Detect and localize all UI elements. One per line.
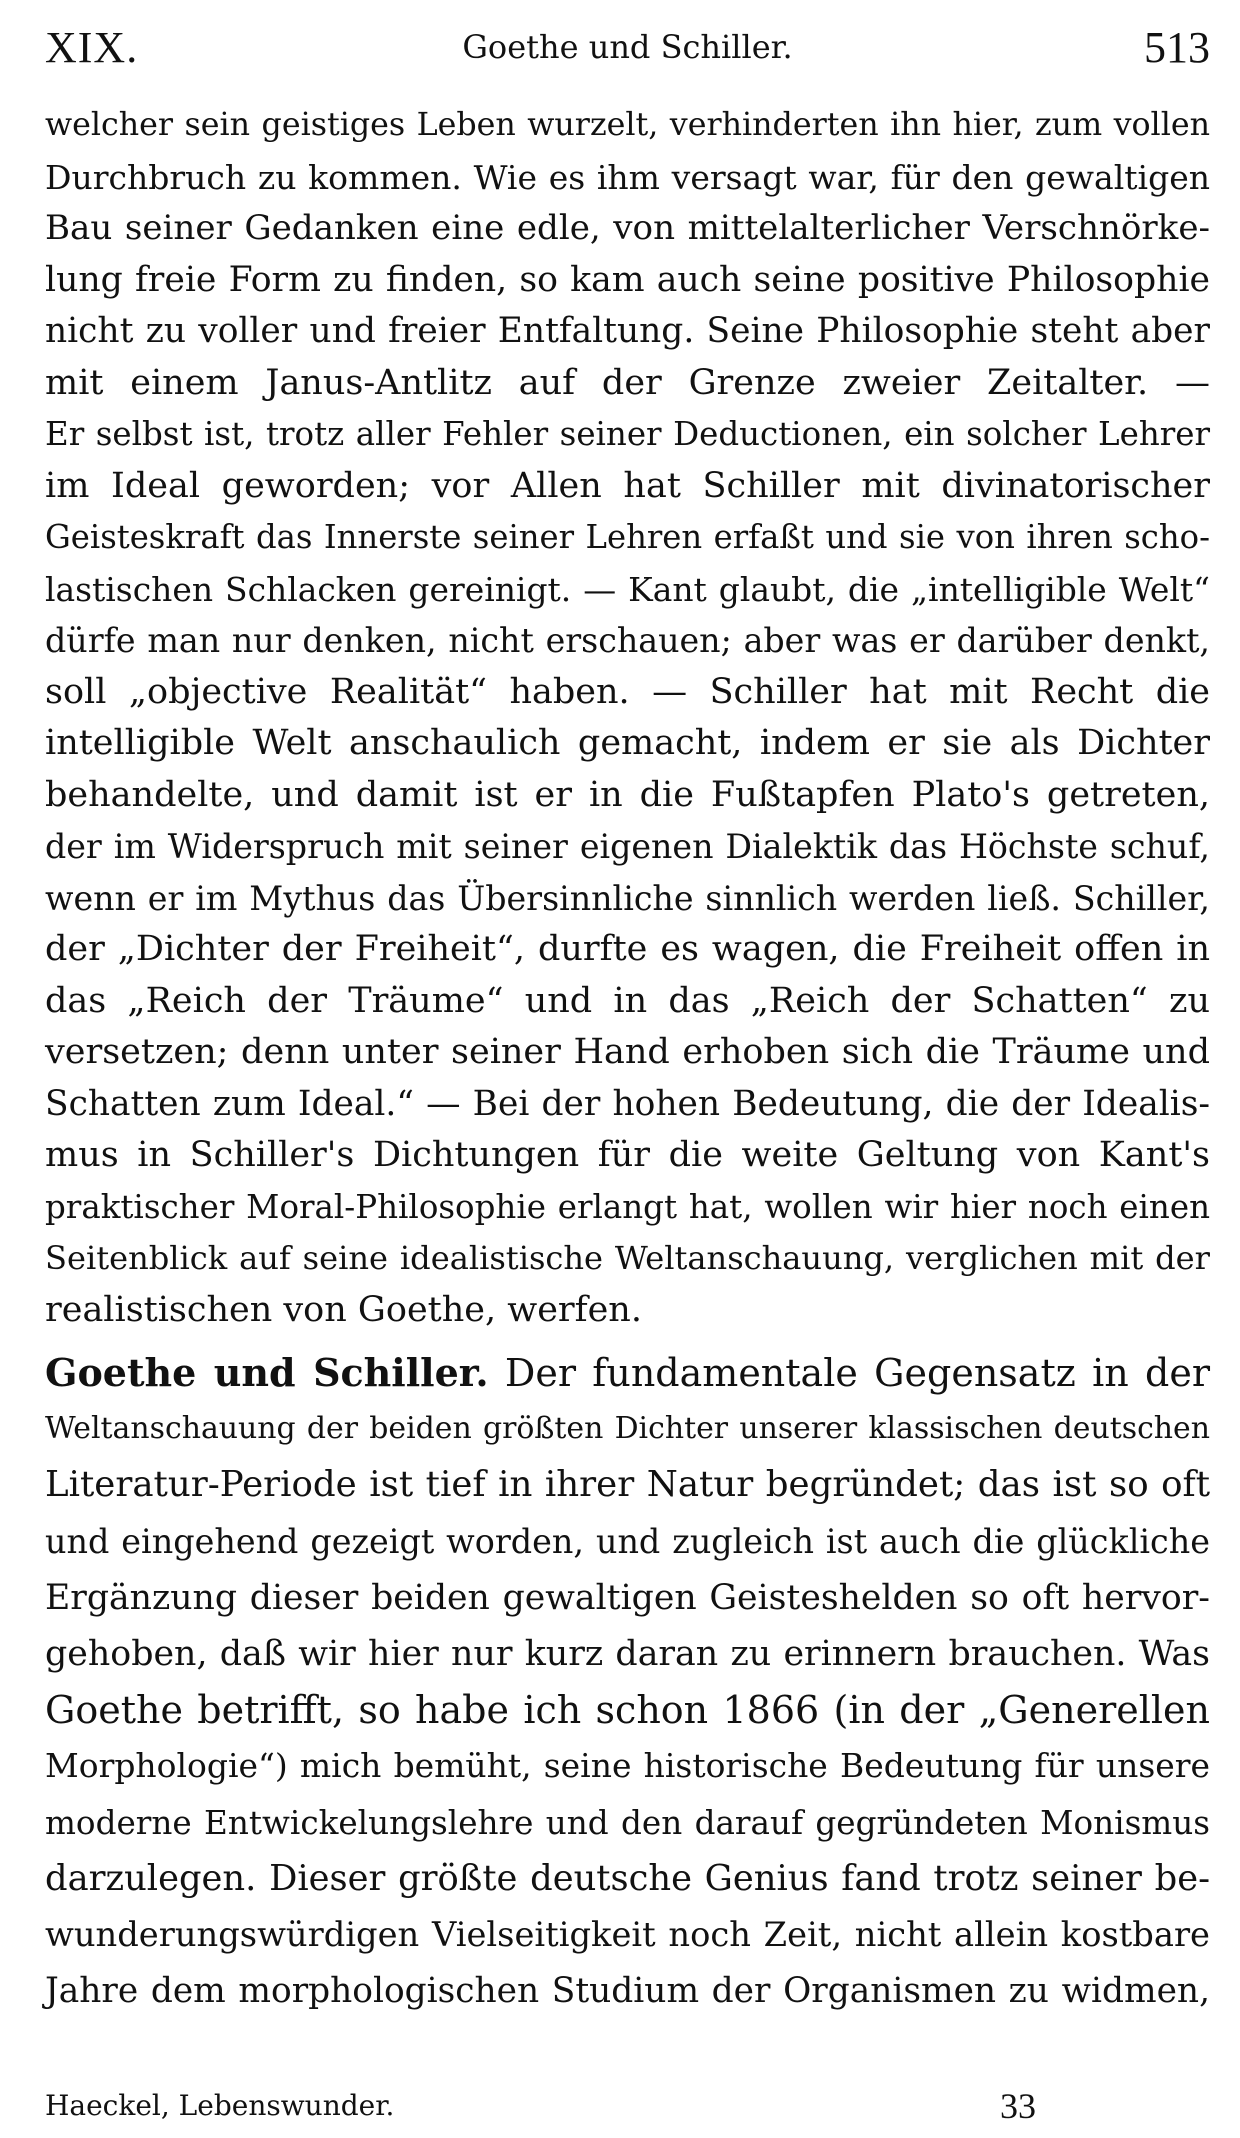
page-footer: [45, 2085, 1200, 2130]
heading-line-text: Der fundamentale Gegensatz in der: [488, 1351, 1210, 1395]
text-line: versetzen; denn unter seiner Hand erhoben sich die Träume und: [45, 1032, 1210, 1072]
text-line: lastischen Schlacken gereinigt. — Kant glaubt, die „intelligible Welt“: [45, 569, 1210, 609]
text-line: Ergänzung dieser beiden gewaltigen Geisteshelden so oft hervor-: [45, 1577, 1210, 1618]
text-line: wenn er im Mythus das Übersinnliche sinnlich werden ließ. Schiller,: [45, 878, 1210, 918]
text-line: Goethe betrifft, so habe ich schon 1866 (in der „Generellen: [45, 1688, 1210, 1733]
text-line: Durchbruch zu kommen. Wie es ihm versagt war, für den gewaltigen: [45, 157, 1210, 197]
section-heading: Goethe und Schiller.: [45, 1350, 489, 1395]
text-line: Seitenblick auf seine idealistische Weltanschauung, verglichen mit der: [45, 1239, 1210, 1277]
heading-line: [45, 1345, 1210, 1401]
text-line: moderne Entwickelungslehre und den darauf gegründeten Monismus: [45, 1803, 1210, 1842]
text-line: dürfe man nur denken, nicht erschauen; aber was er darüber denkt,: [45, 621, 1210, 660]
text-line: soll „objective Realität“ haben. — Schiller hat mit Recht die: [45, 671, 1210, 712]
text-line: der „Dichter der Freiheit“, durfte es wagen, die Freiheit offen in: [45, 929, 1210, 969]
text-line: realistischen von Goethe, werfen.: [45, 1289, 642, 1330]
text-line: praktischer Moral-Philosophie erlangt hat, wollen wir hier noch einen: [45, 1187, 1210, 1226]
text-line: Morphologie“) mich bemüht, seine historische Bedeutung für unsere: [45, 1746, 1210, 1786]
chapter-number: XIX.: [45, 23, 139, 72]
text-line: Bau seiner Gedanken eine edle, von mittelalterlicher Verschnörke-: [45, 208, 1210, 248]
text-line: mit einem Janus-Antlitz auf der Grenze zweier Zeitalter. —: [45, 362, 1210, 403]
text-line: Geisteskraft das Innerste seiner Lehren erfaßt und sie von ihren scho-: [45, 518, 1210, 556]
text-line: der im Widerspruch mit seiner eigenen Dialektik das Höchste schuf,: [45, 827, 1210, 866]
text-line: lung freie Form zu finden, so kam auch seine positive Philosophie: [45, 259, 1210, 300]
page-header: [45, 22, 1210, 82]
text-line: Schatten zum Ideal.“ — Bei der hohen Bedeutung, die der Idealis-: [45, 1083, 1210, 1124]
text-line: das „Reich der Träume“ und in das „Reich der Schatten“ zu: [45, 980, 1210, 1021]
text-line: Weltanschauung der beiden größten Dichter unserer klassischen deutschen: [45, 1411, 1210, 1447]
text-line: im Ideal geworden; vor Allen hat Schiller mit divinatorischer: [45, 465, 1210, 506]
page-number: 513: [1144, 23, 1210, 72]
text-line: intelligible Welt anschaulich gemacht, indem er sie als Dichter: [45, 723, 1210, 763]
text-line: mus in Schiller's Dichtungen für die weite Geltung von Kant's: [45, 1135, 1210, 1175]
printer-signature: Haeckel, Lebenswunder.: [45, 2089, 395, 2122]
text-line: Literatur-Periode ist tief in ihrer Natur begründet; das ist so oft: [45, 1464, 1210, 1506]
paragraph-kant-schiller: [45, 100, 1210, 1336]
text-line: behandelte, und damit ist er in die Fußtapfen Plato's getreten,: [45, 774, 1210, 815]
sheet-number: 33: [1000, 2086, 1036, 2126]
text-line: welcher sein geistiges Leben wurzelt, verhinderten ihn hier, zum vollen: [45, 107, 1210, 143]
paragraph-goethe-und-schiller: [45, 1345, 1210, 2019]
text-line: darzulegen. Dieser größte deutsche Genius fand trotz seiner be-: [45, 1857, 1210, 1899]
text-line: und eingehend gezeigt worden, und zugleich ist auch die glückliche: [45, 1521, 1210, 1561]
running-title: Goethe und Schiller.: [462, 28, 793, 66]
text-line: Er selbst ist, trotz aller Fehler seiner Deductionen, ein solcher Lehrer: [45, 415, 1210, 453]
text-line: nicht zu voller und freier Entfaltung. Seine Philosophie steht aber: [45, 311, 1210, 351]
text-line: wunderungswürdigen Vielseitigkeit noch Zeit, nicht allein kostbare: [45, 1914, 1210, 1954]
text-line: gehoben, daß wir hier nur kurz daran zu erinnern brauchen. Was: [45, 1633, 1210, 1674]
text-line: Jahre dem morphologischen Studium der Organismen zu widmen,: [45, 1971, 1210, 2012]
